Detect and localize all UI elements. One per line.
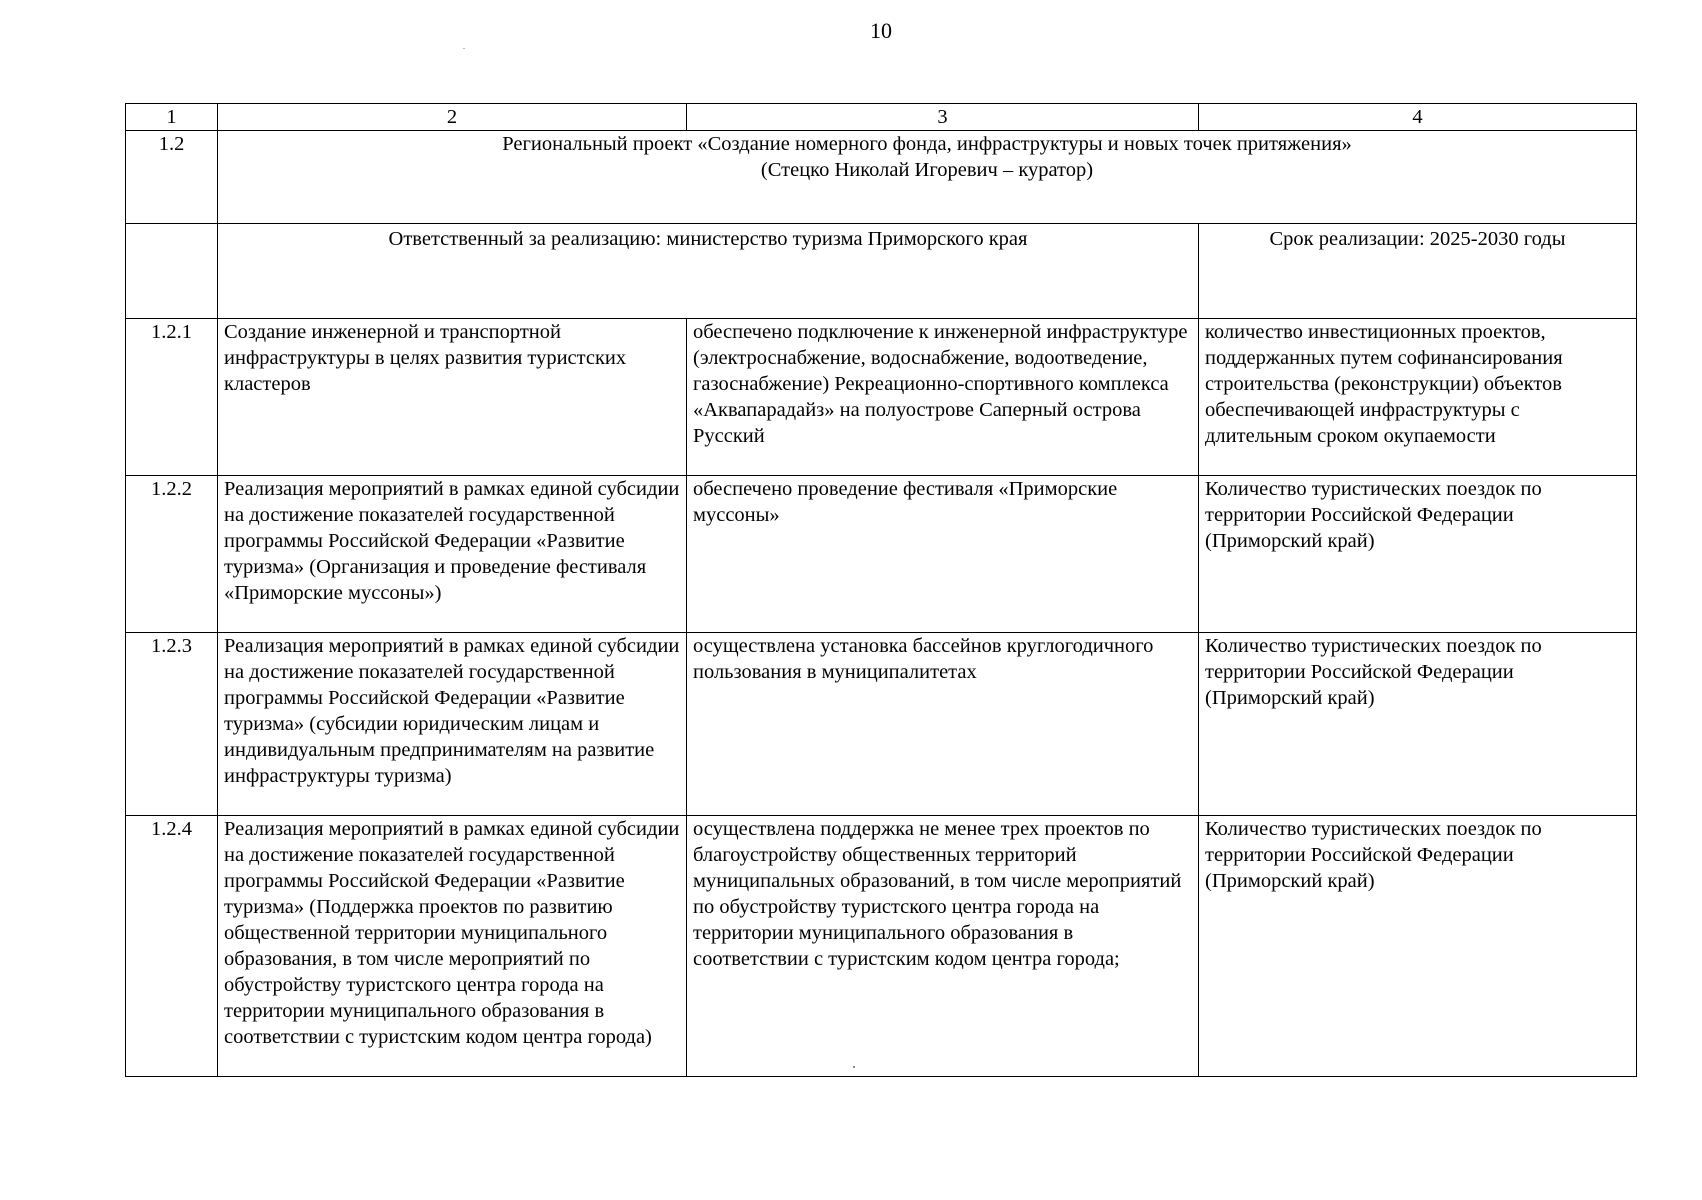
column-number-1: 1 — [126, 104, 218, 131]
project-curator: (Стецко Николай Игоревич – куратор) — [760, 159, 1094, 181]
implementation-term: Срок реализации: 2025-2030 годы — [1199, 224, 1637, 319]
table-row — [126, 476, 1637, 633]
page-number: 10 — [870, 18, 892, 43]
project-title-cell — [218, 131, 1637, 224]
row-number: 1.2.2 — [126, 476, 218, 633]
row-indicator: Количество туристических поездок по территории Российской Федерации (Приморский край) — [1199, 633, 1637, 816]
scan-speck — [463, 48, 465, 49]
project-title: Региональный проект «Создание номерного фонда, инфраструктуры и новых точек притяжения» — [502, 133, 1352, 155]
column-number-3: 3 — [687, 104, 1199, 131]
table-row — [126, 319, 1637, 476]
column-number-row — [126, 104, 1637, 131]
responsible-text: Ответственный за реализацию: министерство туризма Приморского края — [218, 224, 1199, 319]
project-row — [126, 131, 1637, 224]
row-task: Реализация мероприятий в рамках единой субсидии на достижение показателей государственной программы Российской Федерации «Развитие туризма» (Организация и проведение фестиваля «Приморские муссоны») — [218, 476, 687, 633]
responsible-empty-cell — [126, 224, 218, 319]
column-number-4: 4 — [1199, 104, 1637, 131]
row-result: обеспечено проведение фестиваля «Приморские муссоны» — [687, 476, 1199, 633]
project-number: 1.2 — [126, 131, 218, 224]
column-number-2: 2 — [218, 104, 687, 131]
plan-table — [125, 103, 1637, 1077]
row-task: Реализация мероприятий в рамках единой субсидии на достижение показателей государственной программы Российской Федерации «Развитие туризма» (Поддержка проектов по развитию общественной территории муниципального образования, в том числе мероприятий по обустройству туристского центра города на территории муниципального образования в соответствии с туристским кодом центра города) — [218, 816, 687, 1077]
row-result: осуществлена поддержка не менее трех проектов по благоустройству общественных территорий муниципальных образований, в том числе мероприятий по обустройству туристского центра города на территории муниципального образования в соответствии с туристским кодом центра города; — [687, 816, 1199, 1077]
row-task: Создание инженерной и транспортной инфраструктуры в целях развития туристских кластеров — [218, 319, 687, 476]
row-result: осуществлена установка бассейнов круглогодичного пользования в муниципалитетах — [687, 633, 1199, 816]
row-result: обеспечено подключение к инженерной инфраструктуре (электроснабжение, водоснабжение, водоотведение, газоснабжение) Рекреационно-спортивного комплекса «Аквапарадайз» на полуострове Саперный острова Русский — [687, 319, 1199, 476]
scan-speck — [853, 1066, 855, 1068]
row-indicator: Количество туристических поездок по территории Российской Федерации (Приморский край) — [1199, 476, 1637, 633]
row-number: 1.2.4 — [126, 816, 218, 1077]
row-number: 1.2.1 — [126, 319, 218, 476]
table-row — [126, 633, 1637, 816]
row-indicator: количество инвестиционных проектов, поддержанных путем софинансирования строительства (реконструкции) объектов обеспечивающей инфраструктуры с длительным сроком окупаемости — [1199, 319, 1637, 476]
responsible-row — [126, 224, 1637, 319]
row-number: 1.2.3 — [126, 633, 218, 816]
row-indicator: Количество туристических поездок по территории Российской Федерации (Приморский край) — [1199, 816, 1637, 1077]
row-task: Реализация мероприятий в рамках единой субсидии на достижение показателей государственной программы Российской Федерации «Развитие туризма» (субсидии юридическим лицам и индивидуальным предпринимателям на развитие инфраструктуры туризма) — [218, 633, 687, 816]
table-row — [126, 816, 1637, 1077]
